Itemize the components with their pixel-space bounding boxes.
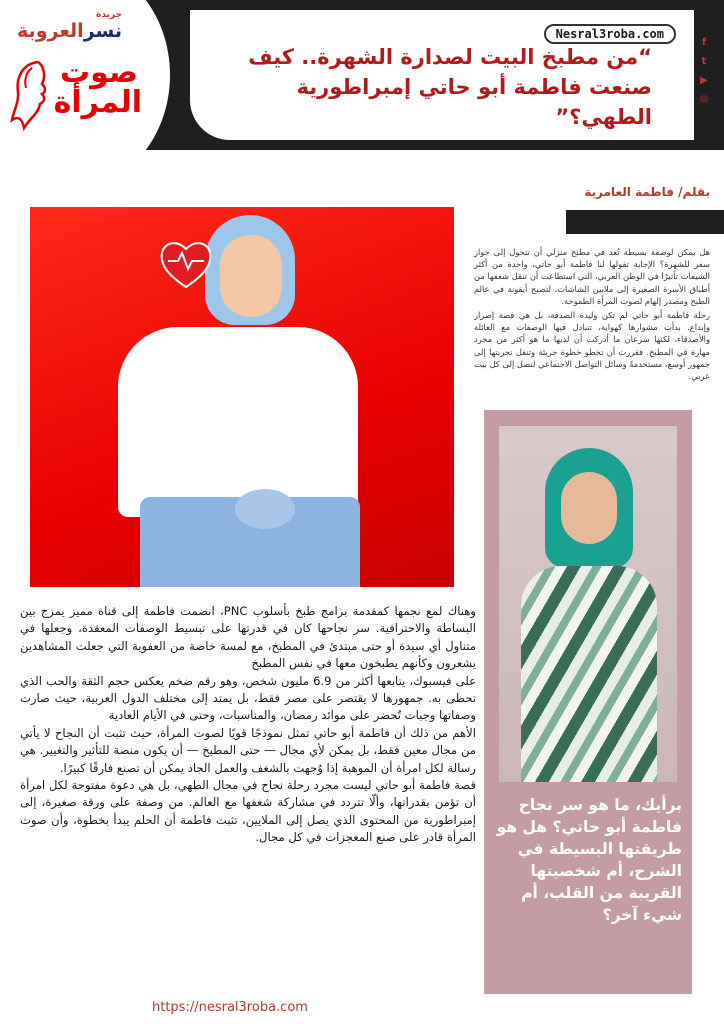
- instagram-icon[interactable]: ◎: [699, 94, 709, 105]
- photo-face: [220, 235, 282, 317]
- intro-paragraph: هل يمكن لوصفة بسيطة تُعد في مطبخ منزلي أن تتحول إلى جواز سفر للشهرة؟ الإجابة تقولها لنا فاطمة أبو حاتي، واحدة من أكثر الشيفات تأثيرًا في الوطن العربي، التي استطاعت أن تنقل شغفها من أطباق الأسرة الصغيرة إلى ملايين الشاشات، لتصبح أيقونة في عالم الطبخ ومصدر إلهام لصوت المرأة الطموحة.: [474, 247, 710, 306]
- footer-url[interactable]: https://nesral3roba.com: [152, 1000, 308, 1015]
- page-title: “من مطبخ البيت لصدارة الشهرة.. كيف صنعت فاطمة أبو حاتي إمبراطورية الطهي؟”: [248, 45, 652, 129]
- side-photo-face: [561, 472, 617, 544]
- main-photo: [30, 207, 454, 587]
- side-photo-dress: [521, 566, 657, 782]
- side-question: برأيك، ما هو سر نجاح فاطمة أبو حاتي؟ هل هو طريقتها البسيطة في الشرح، أم شخصيتها القريبة من القلب، أم شيء آخر؟: [496, 796, 682, 924]
- photo-blouse: [118, 327, 358, 517]
- intro-paragraph: رحلة فاطمة أبو حاتي لم تكن وليدة الصدفة، بل هي قصة إصرار وإبداع. بدأت مشوارها كهواية، تتبادل فيها الوصفات مع العائلة والأصدقاء، لكنها سرعان ما أدركت أن لديها ما هو أكثر من مجرد مهارة في المطبخ. فقررت أن تخطو خطوة جريئة وتنقل تجربتها إلى جمهور أوسع، مستخدمةً وسائل التواصل الاجتماعي لتصل إلى كل بيت عربي.: [474, 310, 710, 382]
- heart-cookie-icon: [158, 237, 214, 293]
- body-paragraph: الأهم من ذلك أن فاطمة أبو حاتي تمثل نموذجًا قويًا لصوت المرأة، حيث تثبت أن النجاح لا يأتي من مجال معين فقط، بل يمكن لأي مجال — حتى المطبخ — أن يكون منصة للتأثير والتغيير. هي رسالة لكل امرأة أن الموهبة إذا وُجهت بالشغف والعمل الجاد يمكن أن تصنع فارقًا كبيرًا.: [20, 725, 476, 775]
- body-paragraph: وهناك لمع نجمها كمقدمة برامج طبخ بأسلوب PNC، انضمت فاطمة إلى قناة مميز يمزج بين البساطة والاحترافية. سر نجاحها كان في قدرتها على تبسيط الوصفات المعقدة، وجعلها في متناول أي سيدة أو حتى مبتدئ في المطبخ، مع لمسة خاصة من العفوية التي جعلت المشاهدين يشعرون وكأنهم يطبخون معها في نفس المطبخ: [20, 604, 476, 671]
- body-paragraph: على فيسبوك، يتابعها أكثر من 6.9 مليون شخص، وهو رقم ضخم يعكس حجم الثقة والحب الذي تحظى به. جمهورها لا يقتصر على مصر فقط، بل يمتد إلى مختلف الدول العربية، حيث صارت وصفاتها وجبات تُحضر على موائد رمضان، والمناسبات، وحتى في الأيام العادية: [20, 673, 476, 723]
- youtube-icon[interactable]: ▶: [700, 75, 708, 86]
- newspaper-name-part2: العروبة: [17, 20, 84, 42]
- twitter-icon[interactable]: t: [701, 56, 707, 67]
- newspaper-name: [12, 20, 122, 42]
- newspaper-name-part1: نسر: [83, 20, 122, 42]
- title-card: [190, 10, 694, 140]
- section-title: صوت المرأة: [53, 55, 142, 120]
- social-links: [697, 36, 711, 106]
- facebook-icon[interactable]: f: [701, 37, 707, 48]
- section-logo: [8, 55, 142, 136]
- newspaper-label: جريدة: [96, 10, 122, 20]
- intro-text: [474, 246, 710, 384]
- woman-profile-icon: [8, 58, 54, 134]
- author-bar: [566, 210, 724, 234]
- body-paragraph: قصة فاطمة أبو حاتي ليست مجرد رحلة نجاح في مجال الطهي، بل هي دعوة مفتوحة لكل امرأة أن تؤمن بقدراتها، وألّا تتردد في مشاركة شغفها مع العالم. من وصفة على ورقة صغيرة، إلى إمبراطورية من المحتوى الذي يصل إلى الملايين، تثبت فاطمة أن الحلم يبدأ بخطوة، وأن صوت المرأة قادر على صنع المعجزات في كل مجال.: [20, 778, 476, 845]
- newspaper-logo[interactable]: [12, 10, 122, 42]
- side-photo: [499, 426, 677, 782]
- site-badge[interactable]: Nesral3roba.com: [544, 24, 676, 44]
- article-body: [20, 603, 476, 847]
- photo-bow: [235, 489, 295, 529]
- side-column: [484, 410, 692, 994]
- author-byline: بقلم/ فاطمة العامرية: [584, 185, 710, 199]
